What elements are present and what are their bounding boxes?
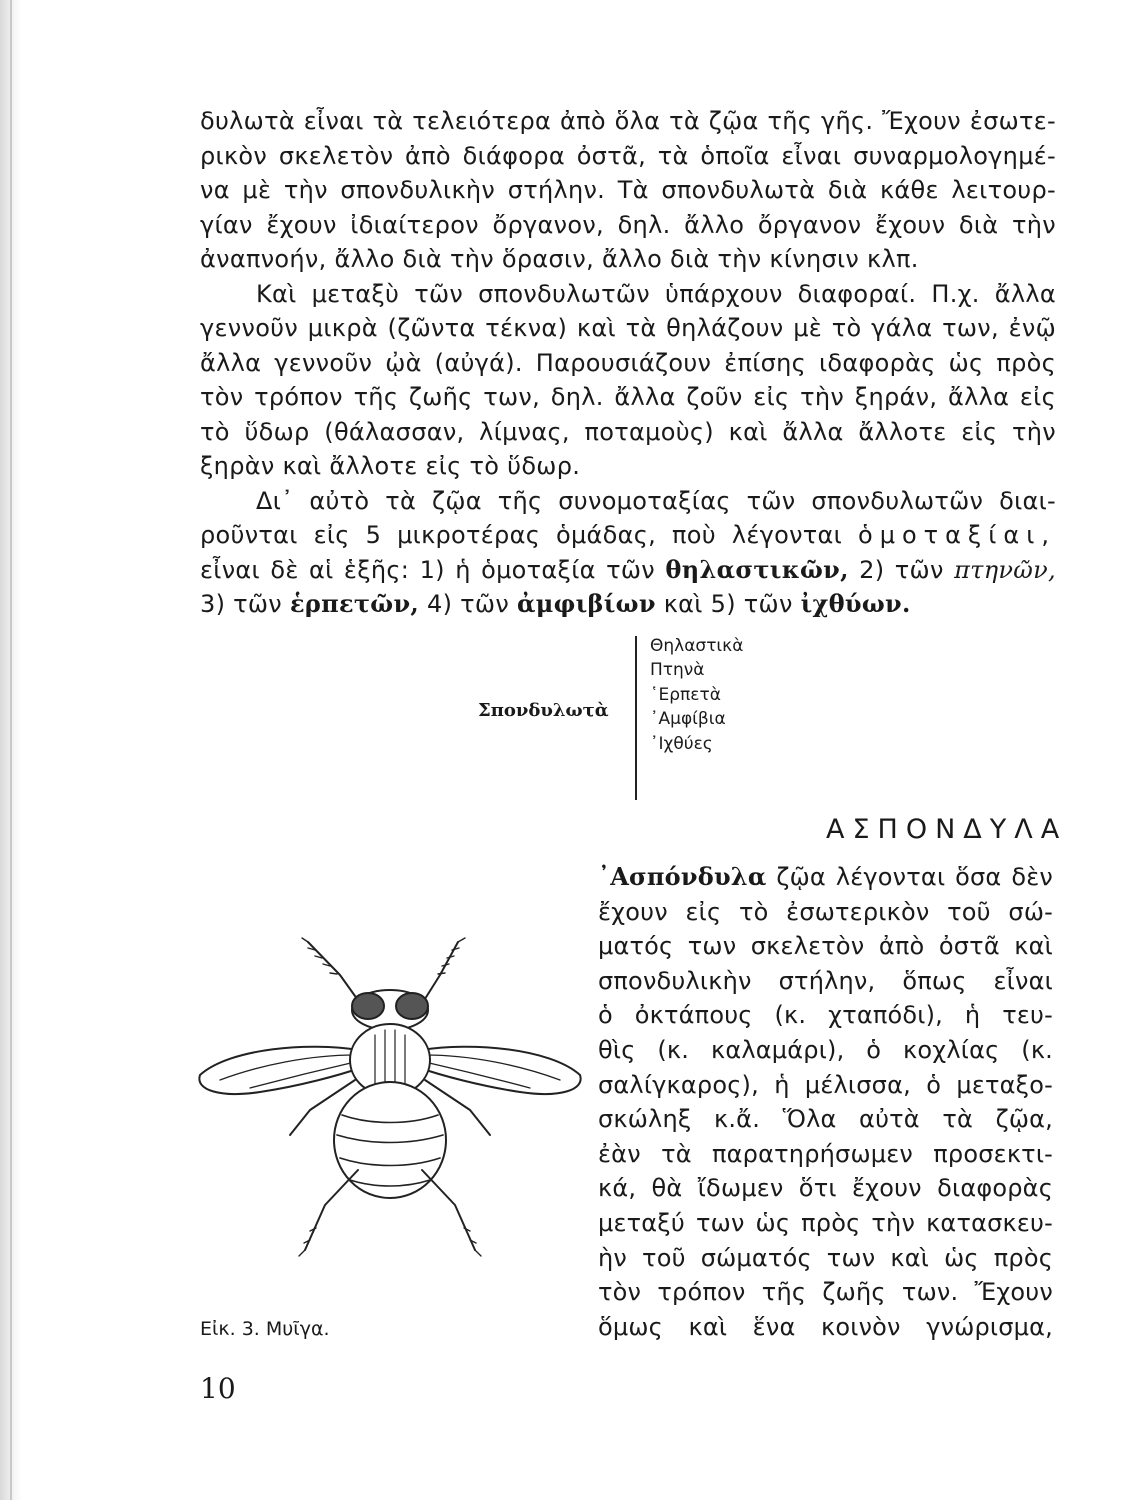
- term-bold: ἑρπετῶν,: [289, 589, 420, 618]
- fly-illustration: [190, 930, 590, 1275]
- text-line: ἀναπνοήν, ἄλλο διὰ τὴν ὅρασιν, ἄλλο διὰ τὴν κίνησιν κλπ.: [200, 245, 919, 273]
- text-segment: 2) τῶν: [859, 555, 944, 584]
- classification-brace: [635, 636, 637, 800]
- text-line: ὁ ὀκτάπους (κ. χταπόδι), ἡ τευ-: [598, 1001, 1053, 1030]
- text-line: Δι᾽ αὐτὸ τὰ ζῷα τῆς συνομοταξίας τῶν σπονδυλωτῶν διαι-: [256, 486, 1056, 515]
- page-binding-edge: [0, 0, 22, 1500]
- classification-item: Θηλαστικὰ: [650, 636, 744, 656]
- section-heading: ΑΣΠΟΝΔΥΛΑ: [826, 814, 1068, 845]
- text-line: κά, θὰ ἴδωμεν ὅτι ἔχουν διαφορὰς: [598, 1174, 1053, 1203]
- text-segment: 4) τῶν: [427, 590, 510, 618]
- text-line: να μὲ τὴν σπονδυλικὴν στήλην. Τὰ σπονδυλωτὰ διὰ κάθε λειτουρ-: [200, 176, 1056, 204]
- text-line: τὸν τρόπον τῆς ζωῆς των, δηλ. ἄλλα ζοῦν εἰς τὴν ξηράν, ἄλλα εἰς: [200, 383, 1056, 411]
- text-line: [200, 587, 1056, 622]
- text-line: ξηρὰν καὶ ἄλλοτε εἰς τὸ ὕδωρ.: [200, 452, 581, 480]
- text-line: δυλωτὰ εἶναι τὰ τελειότερα ἀπὸ ὅλα τὰ ζῷα τῆς γῆς. Ἔχουν ἐσωτε-: [200, 107, 1056, 135]
- text-line: ἔχουν εἰς τὸ ἐσωτερικὸν τοῦ σώ-: [598, 897, 1053, 926]
- text-line: σπονδυλικὴν στήλην, ὅπως εἶναι: [598, 966, 1053, 995]
- text-segment: εἶναι δὲ αἱ ἑξῆς: 1) ἡ ὁμοταξία τῶν: [200, 555, 655, 584]
- text-line: γεννοῦν μικρὰ (ζῶντα τέκνα) καὶ τὰ θηλάζουν μὲ τὸ γάλα των, ἐνῷ: [200, 314, 1056, 342]
- term-bold: ᾽Ασπόνδυλα: [598, 862, 767, 891]
- term-italic: πτηνῶν,: [954, 555, 1056, 584]
- text-line: [598, 860, 1053, 895]
- text-segment: καὶ 5) τῶν: [663, 590, 793, 618]
- text-line: ἄλλα γεννοῦν ᾠὰ (αὐγά). Παρουσιάζουν ἐπίσης ιδαφορὰς ὡς πρὸς: [200, 348, 1056, 377]
- text-line: [200, 553, 1056, 588]
- main-text: [200, 104, 1056, 622]
- text-line: τὸν τρόπον τῆς ζωῆς των. Ἔχουν: [598, 1278, 1053, 1307]
- text-line: μεταξύ των ὡς πρὸς τὴν κατασκευ-: [598, 1208, 1053, 1237]
- text-line: Καὶ μεταξὺ τῶν σπονδυλωτῶν ὑπάρχουν διαφοραί. Π.χ. ἄλλα: [256, 279, 1056, 308]
- classification-list: [650, 634, 743, 756]
- text-line: ματός των σκελετὸν ἀπὸ ὀστᾶ καὶ: [598, 932, 1053, 961]
- text-segment: ζῷα λέγονται ὅσα δὲν: [776, 863, 1053, 891]
- section-text: [598, 860, 1053, 1344]
- text-line: σαλίγκαρος), ἡ μέλισσα, ὁ μεταξο-: [598, 1070, 1053, 1099]
- classification-item: ᾽Αμφίβια: [650, 709, 726, 730]
- text-line: [200, 518, 1056, 553]
- text-line: ἐὰν τὰ παρατηρήσωμεν προσεκτι-: [598, 1139, 1053, 1168]
- text-segment: 3) τῶν: [200, 590, 283, 618]
- term-bold: θηλαστικῶν,: [665, 554, 849, 584]
- text-line: ρικὸν σκελετὸν ἀπὸ διάφορα ὀστᾶ, τὰ ὁποῖα εἶναι συναρμολογημέ-: [200, 141, 1056, 170]
- term-spaced: ὁμοταξίαι,: [858, 521, 1056, 549]
- text-line: θὶς (κ. καλαμάρι), ὁ κοχλίας (κ.: [598, 1035, 1053, 1064]
- classification-item: ᾽Ιχθύες: [650, 733, 713, 754]
- classification-item: ῾Ερπετὰ: [650, 684, 721, 705]
- text-line: ὴν τοῦ σώματός των καὶ ὡς πρὸς: [598, 1243, 1053, 1272]
- text-line: σκώληξ κ.ἄ. Ὅλα αὐτὰ τὰ ζῷα,: [598, 1105, 1053, 1134]
- text-line: τὸ ὕδωρ (θάλασσαν, λίμνας, ποταμοὺς) καὶ ἄλλα ἄλλοτε εἰς τὴν: [200, 417, 1056, 446]
- page-number: 10: [200, 1372, 236, 1405]
- classification-label: Σπονδυλωτὰ: [478, 700, 609, 721]
- term-bold: ἀμφιβίων: [516, 589, 656, 618]
- figure-caption: Εἰκ. 3. Μυῖγα.: [200, 1318, 330, 1340]
- term-bold: ἰχθύων.: [800, 589, 911, 618]
- text-line: γίαν ἔχουν ἰδιαίτερον ὄργανον, δηλ. ἄλλο ὄργανον ἔχουν διὰ τὴν: [200, 210, 1056, 239]
- text-line: ὅμως καὶ ἕνα κοινὸν γνώρισμα,: [598, 1312, 1053, 1341]
- classification-item: Πτηνὰ: [650, 660, 705, 681]
- text-segment: ροῦνται εἰς 5 μικροτέρας ὁμάδας, ποὺ λέγονται: [200, 521, 843, 549]
